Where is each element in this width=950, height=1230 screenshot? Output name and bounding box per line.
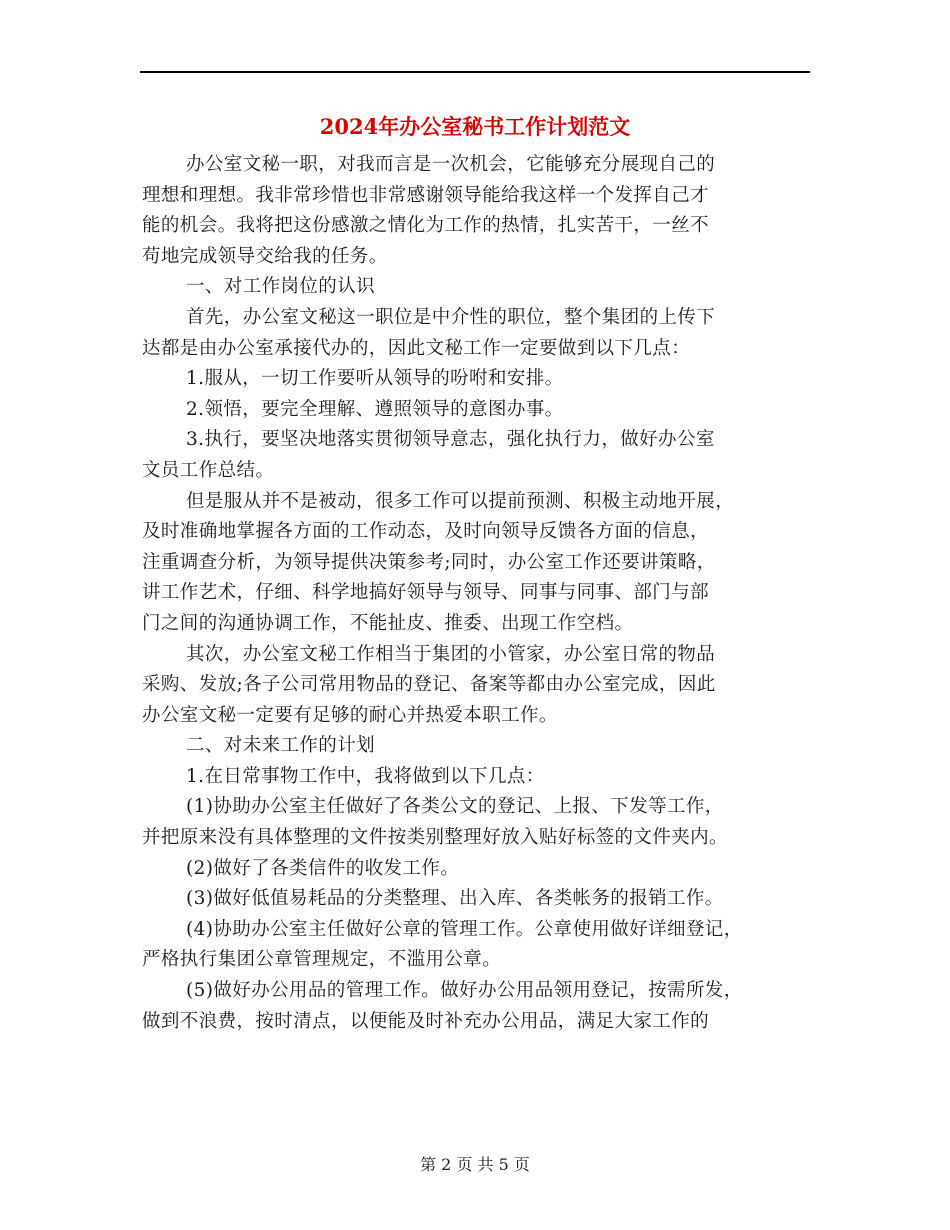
document-title: 2024年办公室秘书工作计划范文 [319,114,631,139]
body-line: 一、对工作岗位的认识 [186,276,376,298]
body-line: 采购、发放;各子公司常用物品的登记、备案等都由办公室完成，因此 [142,674,716,696]
body-line: 3.执行，要坚决地落实贯彻领导意志，强化执行力，做好办公室 [186,429,715,451]
body-line: 及时准确地掌握各方面的工作动态，及时向领导反馈各方面的信息， [142,521,710,543]
document-body [142,150,814,1037]
body-line: 办公室文秘一职，对我而言是一次机会，它能够充分展现自己的 [186,154,716,175]
body-line: (2)做好了各类信件的收发工作。 [186,857,460,879]
body-line: 严格执行集团公章管理规定，不滥用公章。 [142,949,502,971]
header-rule [140,71,810,73]
body-line: 做到不浪费，按时清点，以便能及时补充办公用品，满足大家工作的 [142,1010,710,1032]
body-line: 并把原来没有具体整理的文件按类别整理好放入贴好标签的文件夹内。 [142,827,728,849]
body-line: 理想和理想。我非常珍惜也非常感谢领导能给我这样一个发挥自己才 [142,184,710,206]
body-line: (4)协助办公室主任做好公章的管理工作。公章使用做好详细登记， [186,918,743,940]
page-footer: 第 2 页 共 5 页 [420,1155,530,1174]
body-line: (1)协助办公室主任做好了各类公文的登记、上报、下发等工作， [186,796,724,818]
body-line: 2.领悟，要完全理解、遵照领导的意图办事。 [186,398,564,420]
body-line: 讲工作艺术，仔细、科学地搞好领导与领导、同事与同事、部门与部 [142,582,710,604]
body-line: 达都是由办公室承接代办的，因此文秘工作一定要做到以下几点： [142,337,691,359]
body-line: 首先，办公室文秘这一职位是中介性的职位，整个集团的上传下 [186,306,716,328]
body-line: 1.在日常事物工作中，我将做到以下几点： [186,765,545,787]
body-line: (3)做好低值易耗品的分类整理、出入库、各类帐务的报销工作。 [186,888,724,910]
body-line: 办公室文秘一定要有足够的耐心并热爱本职工作。 [142,704,558,726]
body-line: 但是服从并不是被动，很多工作可以提前预测、积极主动地开展， [186,490,735,512]
body-line: 文员工作总结。 [142,459,275,481]
body-line: 1.服从，一切工作要听从领导的吩咐和安排。 [186,368,564,390]
body-line: 门之间的沟通协调工作，不能扯皮、推委、出现工作空档。 [142,612,634,634]
body-line: 其次，办公室文秘工作相当于集团的小管家，办公室日常的物品 [186,643,716,665]
body-line: 注重调查分析，为领导提供决策参考;同时，办公室工作还要讲策略， [142,551,716,573]
body-line: 能的机会。我将把这份感激之情化为工作的热情，扎实苦干，一丝不 [142,215,710,237]
body-line: 二、对未来工作的计划 [186,735,376,757]
body-line: (5)做好办公用品的管理工作。做好办公用品领用登记，按需所发， [186,980,743,1002]
body-line: 苟地完成领导交给我的任务。 [142,245,388,267]
